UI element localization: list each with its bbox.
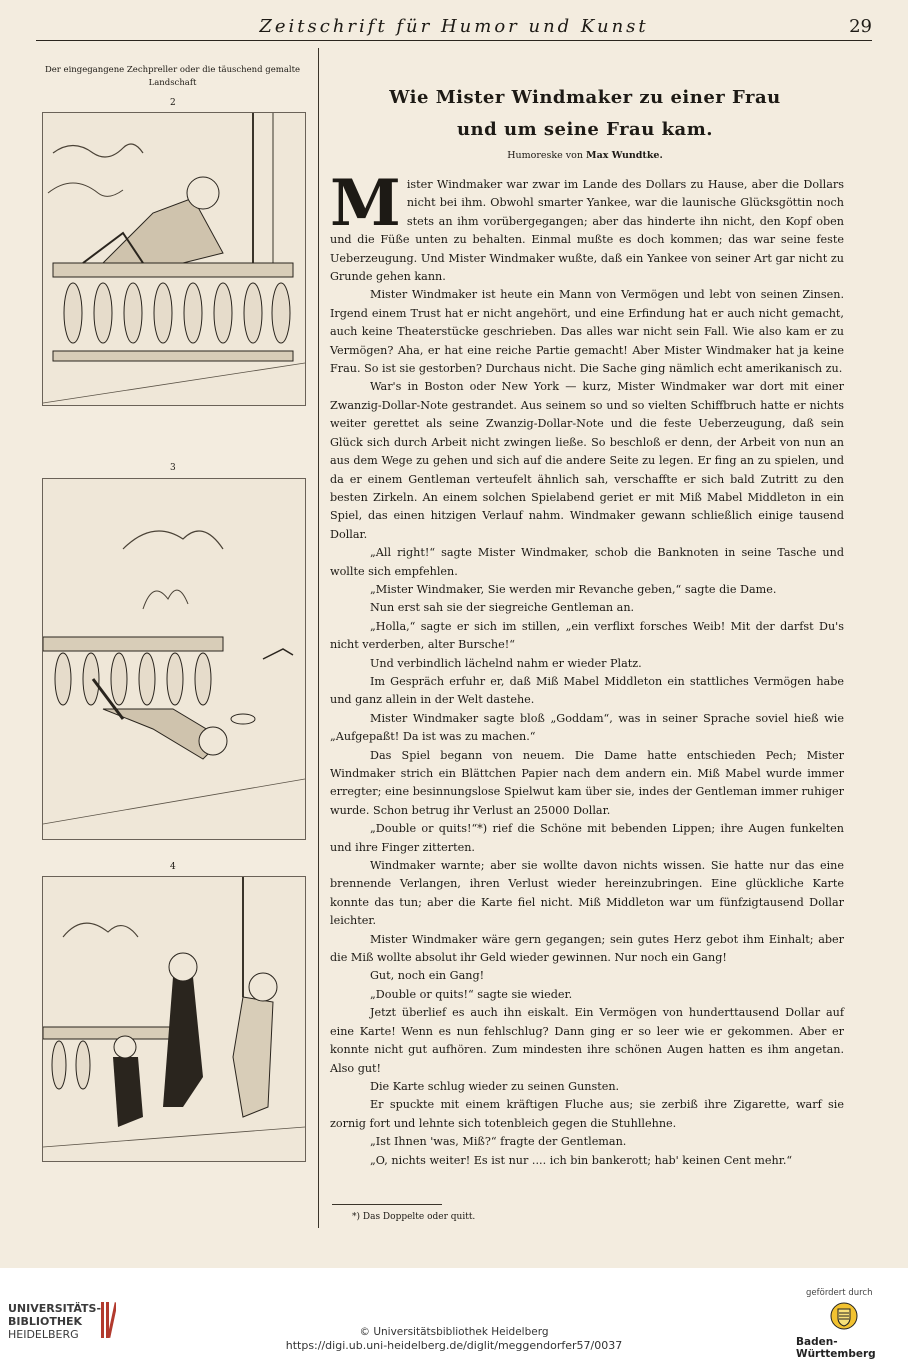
- library-name-line-2: BIBLIOTHEK: [8, 1315, 83, 1328]
- illustration-caption: Der eingegangene Zechpreller oder die täuschend gemalte Landschaft: [44, 65, 301, 88]
- coat-of-arms-icon: [830, 1301, 858, 1331]
- article-title: [330, 82, 840, 146]
- figure-number-2: 2: [170, 98, 176, 108]
- three-men-on-terrace-drawing: [43, 877, 305, 1161]
- library-name-line-1: UNIVERSITÄTS-: [8, 1302, 102, 1315]
- paragraph-19: Er spuckte mit einem kräftigen Fluche aus; sie zerbiß ihre Zigarette, warf sie zornig fort und lehnte sich totenbleich gegen die Stuhllehne.: [330, 1098, 844, 1130]
- article-title-line-2: und um seine Frau kam.: [456, 119, 714, 140]
- paragraph-9: Im Gespräch erfuhr er, daß Miß Mabel Middleton ein stattliches Vermögen habe und ganz allein in der Welt dastehe.: [330, 674, 844, 707]
- article-byline: [330, 150, 840, 161]
- paragraph-15: Gut, noch ein Gang!: [370, 969, 485, 983]
- paragraph-16: „Double or quits!“ sagte sie wieder.: [370, 987, 573, 1001]
- footnote: *) Das Doppelte oder quitt.: [352, 1212, 476, 1222]
- column-divider: [318, 48, 319, 1228]
- illustration-4: [42, 876, 306, 1162]
- article-title-line-1: Wie Mister Windmaker zu einer Frau: [389, 87, 781, 108]
- paragraph-11: Das Spiel begann von neuem. Die Dame hatte entschieden Pech; Mister Windmaker strich ein Blättchen Papier nach dem andern ein. Miß Mabel wurde immer erregter; eine besinnungslose Spielwut kam über sie, indes der Gentleman immer ruhiger wurde. Schon betrug ihr Verlust an 25000 Dollar.: [330, 748, 844, 817]
- article-body: [330, 166, 844, 1170]
- paragraph-8: Und verbindlich lächelnd nahm er wieder Platz.: [370, 656, 642, 670]
- running-header: [36, 12, 872, 41]
- paragraph-20: „Ist Ihnen 'was, Miß?“ fragte der Gentleman.: [370, 1135, 627, 1149]
- paragraph-21: „O, nichts weiter! Es ist nur .... ich bin bankerott; hab' keinen Cent mehr.“: [370, 1153, 793, 1167]
- drunkard-climbing-balustrade-drawing: [43, 113, 305, 405]
- page-number: 29: [849, 16, 872, 37]
- paragraph-1: Mister Windmaker war zwar im Lande des Dollars zu Hause, aber die Dollars nicht bei ihm. Obwohl smarter Yankee, war die launische Glücksgöttin noch stets an ihm vorübergegangen; aber das hinderte ihn nicht, den Kopf oben und die Füße unten zu behalten. Einmal mußte es doch kommen; das war seine feste Ueberzeugung. Und Mister Windmaker wußte, daß ein Yankee von seiner Art gar nicht zu Grunde gehen kann.: [330, 166, 844, 284]
- byline-prefix: Humoreske von: [507, 150, 584, 161]
- footnote-rule: [332, 1204, 442, 1205]
- paragraph-12: „Double or quits!“*) rief die Schöne mit bebenden Lippen; ihre Augen funkelten und ihre Finger zitterten.: [330, 822, 844, 854]
- fallen-man-by-balustrade-drawing: [43, 479, 305, 839]
- paragraph-5: „Mister Windmaker, Sie werden mir Revanche geben,“ sagte die Dame.: [370, 582, 777, 596]
- figure-number-4: 4: [170, 862, 176, 872]
- library-name-line-3: HEIDELBERG: [8, 1328, 79, 1341]
- illustration-3: [42, 478, 306, 840]
- paragraph-2: Mister Windmaker ist heute ein Mann von Vermögen und lebt von seinen Zinsen. Irgend einem Trust hat er nicht angehört, und eine Erfindung hat er auch nicht gemacht, auch keine Theaterstücke geschrieben. Das alles war nicht sein Fall. Wie also kam er zu Vermögen? Aha, er hat eine reiche Partie gemacht! Aber Mister Windmaker hat ja keine Frau. So ist sie gestorben? Durchaus nicht. Die Sache ging nämlich echt amerikanisch zu.: [330, 288, 844, 376]
- paragraph-7: „Holla,“ sagte er sich im stillen, „ein verflixt forsches Weib! Mit der darfst Du's nicht verderben, alter Bursche!“: [330, 619, 844, 652]
- author-name: Max Wundtke.: [586, 150, 663, 161]
- illustration-2: [42, 112, 306, 406]
- copyright-notice: © Universitätsbibliothek Heidelberg: [359, 1326, 549, 1338]
- paragraph-10: Mister Windmaker sagte bloß „Goddam“, was in seiner Sprache soviel hieß wie „Aufgepaßt! Da ist was zu machen.“: [330, 711, 844, 744]
- figure-number-3: 3: [170, 463, 176, 473]
- paragraph-6: Nun erst sah sie der siegreiche Gentleman an.: [370, 601, 635, 615]
- paragraph-14: Mister Windmaker wäre gern gegangen; sein gutes Herz gebot ihm Einhalt; aber die Miß wollte absolut ihr Geld wieder gewinnen. Nur noch ein Gang!: [330, 932, 844, 965]
- paragraph-17: Jetzt überlief es auch ihn eiskalt. Ein Vermögen von hunderttausend Dollar auf eine Karte! Wenn es nun fehlschlug? Dann ging er so leer wie er gekommen. Aber er konnte nicht gut aufhören. Zum mindesten ihre schönen Augen hatten es ihm angetan. Also gut!: [330, 1006, 844, 1075]
- paragraph-13: Windmaker warnte; aber sie wollte davon nichts wissen. Sie hatte nur das eine brennende Verlangen, ihren Verlust wieder hereinzubringen. Eine glückliche Karte konnte das tun; aber die Karte fiel nicht. Miß Middleton war um fünfzigtausend Dollar leichter.: [330, 859, 844, 928]
- drop-cap: M: [330, 166, 401, 241]
- permalink[interactable]: https://digi.ub.uni-heidelberg.de/diglit/meggendorfer57/0037: [285, 1339, 623, 1352]
- funded-by-label: gefördert durch: [806, 1288, 873, 1298]
- paragraph-3: War's in Boston oder New York — kurz, Mister Windmaker war dort mit einer Zwanzig-Dollar-Note gestrandet. Aus seinem so und so vielten Schiffbruch hatte er nichts weiter gerettet als seine Zwanzig-Dollar-Note und die feste Ueberzeugung, daß sein Glück sich durch Arbeit nicht zwingen ließe. So beschloß er denn, der Arbeit von nun an aus dem Wege zu gehen und sich auf die andere Seite zu legen. Er fing an zu spielen, und da er einem Gentleman verteufelt ähnlich sah, verschaffte er sich bald Zutritt zu den besten Zirkeln. An einem solchen Spielabend geriet er mit Miß Mabel Middleton in ein Spiel, das einen hitzigen Verlauf nahm. Windmaker gewann schließlich einige tausend Dollar.: [330, 380, 844, 541]
- journal-title: Zeitschrift für Humor und Kunst: [259, 16, 649, 37]
- state-name: Baden-Württemberg: [796, 1336, 876, 1360]
- paragraph-4: „All right!“ sagte Mister Windmaker, schob die Banknoten in seine Tasche und wollte sich empfehlen.: [330, 546, 844, 578]
- paragraph-18: Die Karte schlug wieder zu seinen Gunsten.: [370, 1079, 620, 1093]
